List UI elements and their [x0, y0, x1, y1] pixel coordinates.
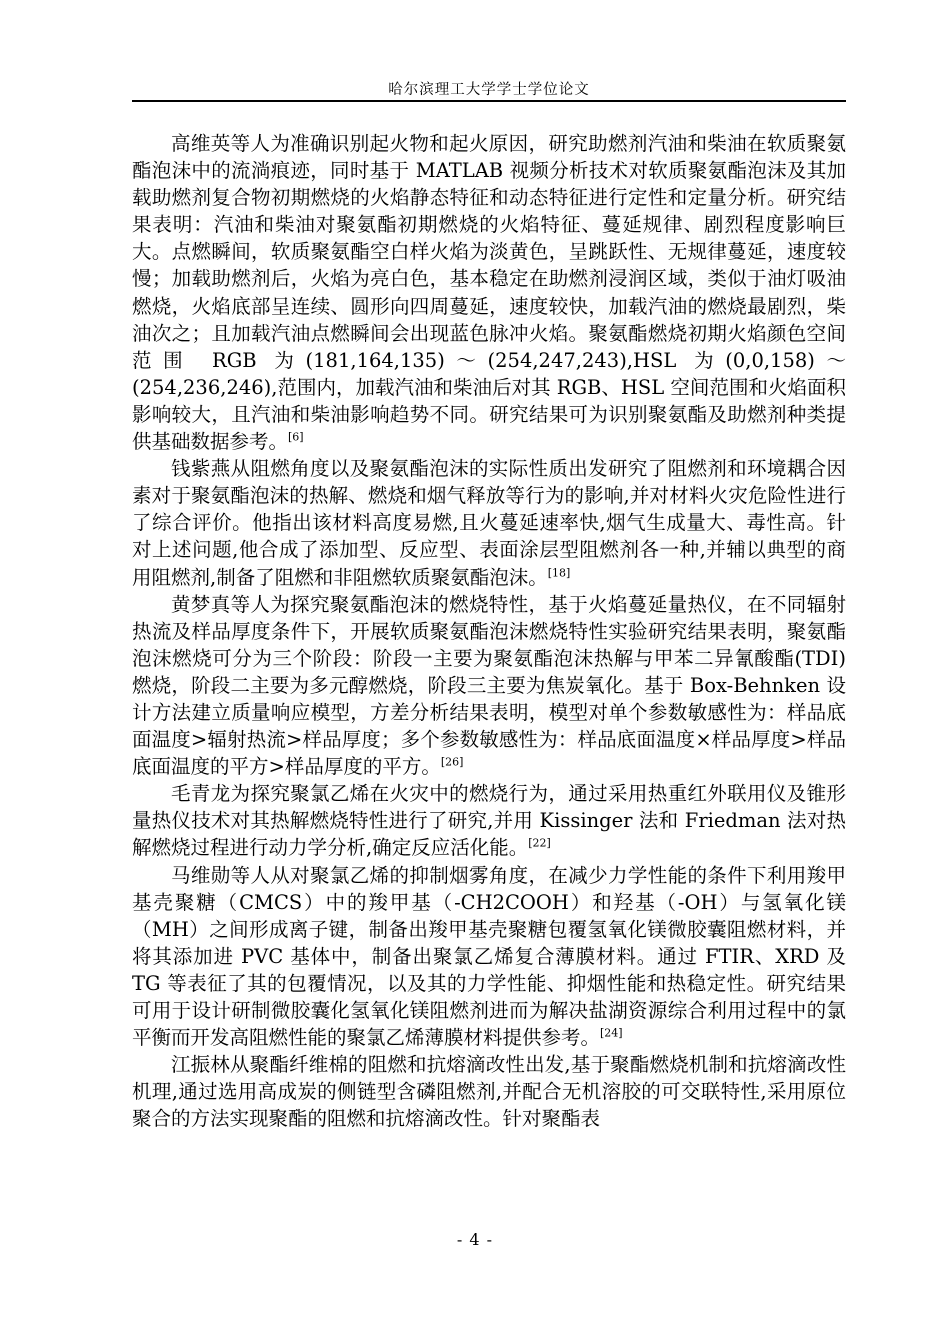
citation-ref: [18] [547, 565, 571, 579]
paragraph-text: 马维勋等人从对聚氯乙烯的抑制烟雾角度，在减少力学性能的条件下利用羧甲基壳聚糖（CMCS）中的羧甲基（-CH2COOH）和羟基（-OH）与氢氧化镁（MH）之间形成离子键，制备出羧甲基壳聚糖包覆氢氧化镁微胶囊阻燃材料，并将其添加进 PVC 基体中，制备出聚氯乙烯复合薄膜材料。通过 FTIR、XRD 及 TG 等表征了其的包覆情况，以及其的力学性能、抑烟性能和热稳定性。研究结果可用于设计研制微胶囊化氢氧化镁阻燃剂进而为解决盐湖资源综合利用过程中的氯平衡而开发高阻燃性能的聚氯乙烯薄膜材料提供参考。 [132, 863, 846, 1050]
paragraph-6 [132, 1051, 846, 1132]
paragraph-text: 钱紫燕从阻燃角度以及聚氨酯泡沫的实际性质出发研究了阻燃剂和环境耦合因素对于聚氨酯泡沫的热解、燃烧和烟气释放等行为的影响,并对材料火灾危险性进行了综合评价。他指出该材料高度易燃,且火蔓延速率快,烟气生成量大、毒性高。针对上述问题,他合成了添加型、反应型、表面涂层型阻燃剂各一种,并辅以典型的商用阻燃剂,制备了阻燃和非阻燃软质聚氨酯泡沫。 [132, 457, 846, 589]
paragraph-1 [132, 130, 846, 455]
body-text [132, 130, 846, 1132]
paragraph-text: 高维英等人为准确识别起火物和起火原因，研究助燃剂汽油和柴油在软质聚氨酯泡沫中的流淌痕迹，同时基于 MATLAB 视频分析技术对软质聚氨酯泡沫及其加载助燃剂复合物初期燃烧的火焰静态特征和动态特征进行定性和定量分析。研究结果表明：汽油和柴油对聚氨酯初期燃烧的火焰特征、蔓延规律、剧烈程度影响巨大。点燃瞬间，软质聚氨酯空白样火焰为淡黄色，呈跳跃性、无规律蔓延，速度较慢；加载助燃剂后，火焰为亮白色，基本稳定在助燃剂浸润区域，类似于油灯吸油燃烧，火焰底部呈连续、圆形向四周蔓延，速度较快，加载汽油的燃烧最剧烈，柴油次之；且加载汽油点燃瞬间会出现蓝色脉冲火焰。聚氨酯燃烧初期火焰颜色空间范围 RGB 为(181,164,135)～(254,247,243),HSL 为(0,0,158)～(254,236,246),范围内，加载汽油和柴油后对其 RGB、HSL 空间范围和火焰面积影响较大，且汽油和柴油影响趋势不同。研究结果可为识别聚氨酯及助燃剂种类提供基础数据参考。 [132, 132, 846, 454]
paragraph-3 [132, 591, 846, 781]
paragraph-4 [132, 780, 846, 861]
page-header: 哈尔滨理工大学学士学位论文 [388, 82, 590, 98]
header-rule [132, 100, 846, 102]
paragraph-text: 江振林从聚酯纤维棉的阻燃和抗熔滴改性出发,基于聚酯燃烧机制和抗熔滴改性机理,通过选用高成炭的侧链型含磷阻燃剂,并配合无机溶胶的可交联特性,采用原位聚合的方法实现聚酯的阻燃和抗熔滴改性。针对聚酯表 [132, 1053, 846, 1131]
paragraph-text: 黄梦真等人为探究聚氨酯泡沫的燃烧特性，基于火焰蔓延量热仪，在不同辐射热流及样品厚度条件下，开展软质聚氨酯泡沫燃烧特性实验研究结果表明，聚氨酯泡沫燃烧可分为三个阶段：阶段一主要为聚氨酯泡沫热解与甲苯二异氰酸酯(TDI)燃烧，阶段二主要为多元醇燃烧，阶段三主要为焦炭氧化。基于 Box-Behnken 设计方法建立质量响应模型，方差分析结果表明，模型对单个参数敏感性为：样品底面温度>辐射热流>样品厚度；多个参数敏感性为：样品底面温度×样品厚度>样品底面温度的平方>样品厚度的平方。 [132, 592, 846, 779]
paragraph-2 [132, 455, 846, 590]
citation-ref: [6] [288, 430, 304, 444]
paragraph-5 [132, 862, 846, 1052]
paragraph-text: 毛青龙为探究聚氯乙烯在火灾中的燃烧行为，通过采用热重红外联用仪及锥形量热仪技术对其热解燃烧特性进行了研究,并用 Kissinger 法和 Friedman 法对热解燃烧过程进行动力学分析,确定反应活化能。 [132, 782, 846, 860]
page-number: - 4 - [456, 1230, 494, 1249]
citation-ref: [24] [600, 1026, 623, 1040]
citation-ref: [22] [528, 836, 551, 850]
citation-ref: [26] [440, 755, 464, 769]
